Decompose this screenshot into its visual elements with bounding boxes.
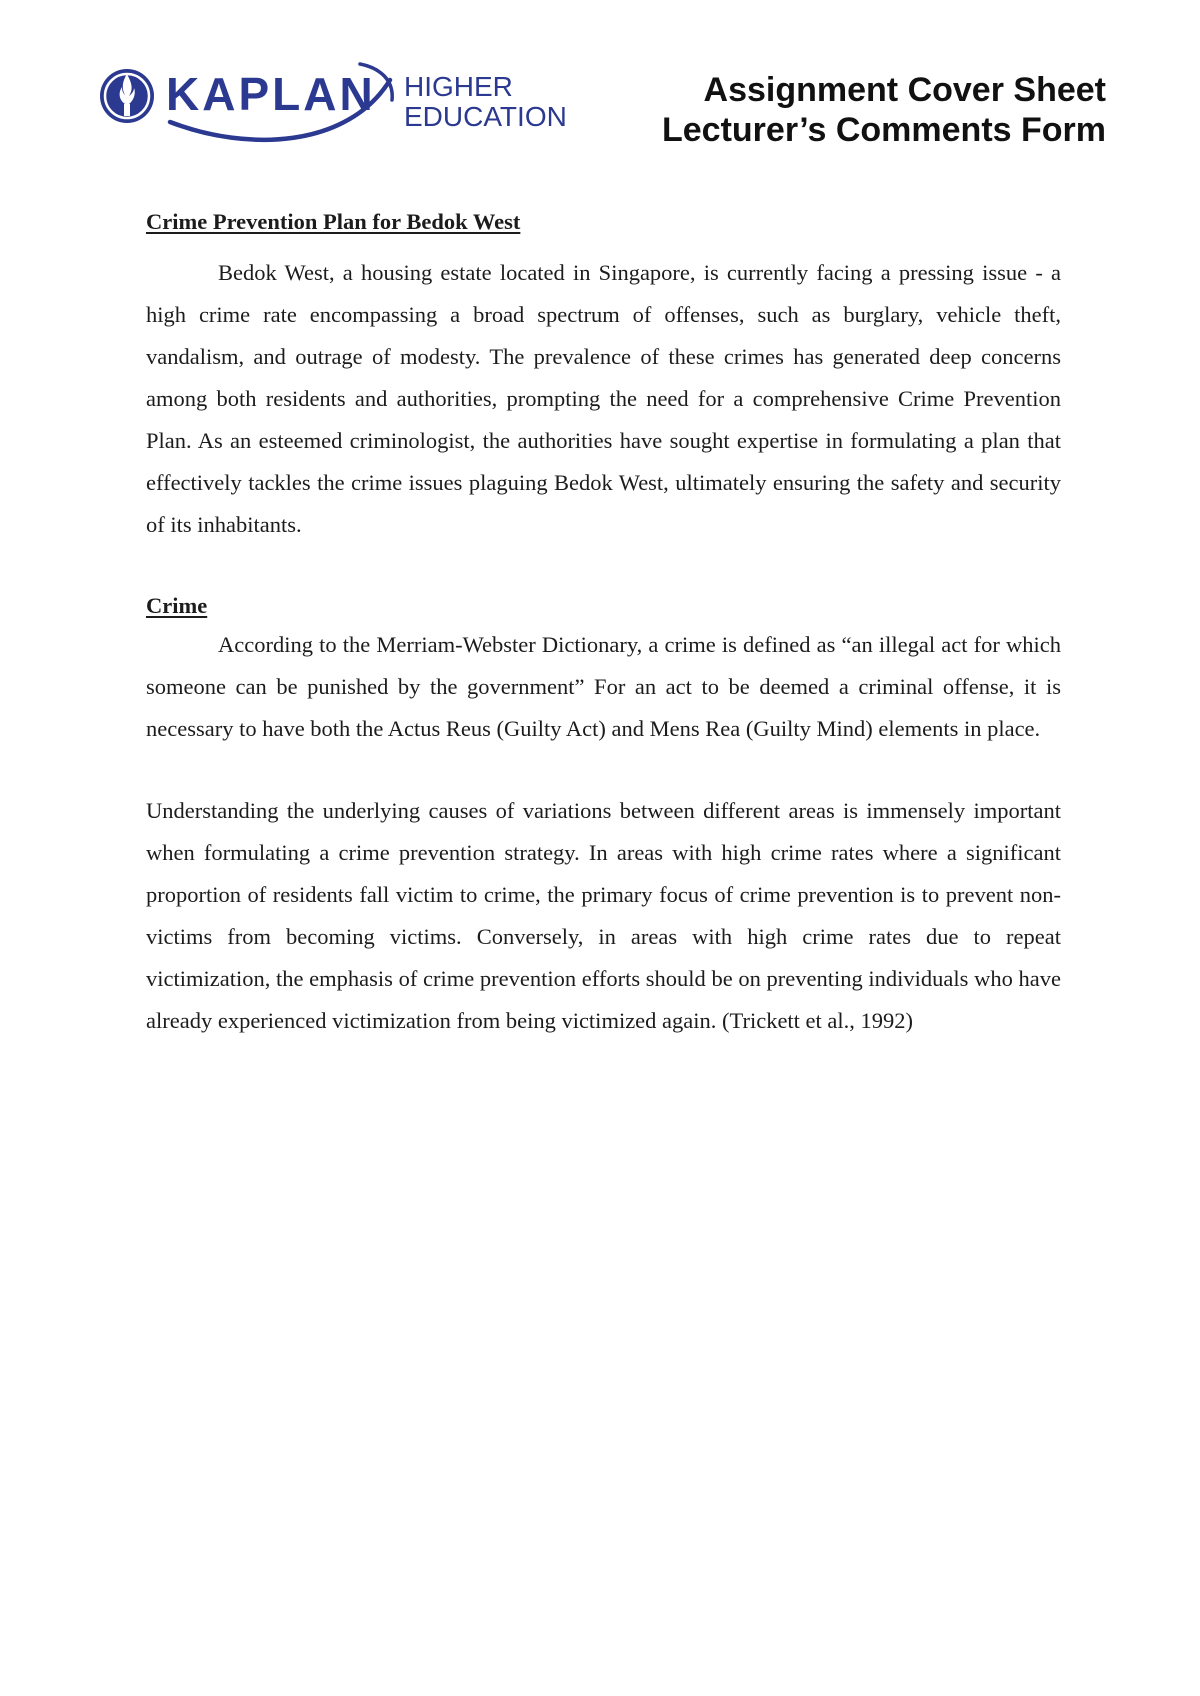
section-heading-crime: Crime [146, 593, 208, 618]
header-title-line-1: Assignment Cover Sheet [703, 71, 1106, 109]
logo-line-higher: HIGHER [404, 71, 513, 102]
document-title: Crime Prevention Plan for Bedok West [146, 209, 521, 234]
logo-brand: KAPLAN [166, 68, 376, 120]
logo-line-education: EDUCATION [404, 101, 567, 132]
spacer [146, 750, 1061, 790]
header-title-line-2: Lecturer’s Comments Form [662, 111, 1106, 149]
document-body [146, 204, 1061, 1042]
header-title [662, 70, 1106, 150]
crime-prevention-paragraph: Understanding the underlying causes of variations between different areas is immensely important when formulating a crime prevention strategy. In areas with high crime rates where a significant proportion of residents fall victim to crime, the primary focus of crime prevention is to prevent non-victims from becoming victims. Conversely, in areas with high crime rates due to repeat victimization, the emphasis of crime prevention efforts should be on preventing individuals who have already experienced victimization from being victimized again. (Trickett et al., 1992) [146, 798, 1061, 1033]
logo-graphic [98, 60, 578, 160]
torch-icon [100, 69, 154, 123]
crime-definition-paragraph: According to the Merriam-Webster Dictionary, a crime is defined as “an illegal act for which someone can be punished by the government” For an act to be deemed a criminal offense, it is necessary to have both the Actus Reus (Guilty Act) and Mens Rea (Guilty Mind) elements in place. [146, 632, 1061, 741]
intro-paragraph: Bedok West, a housing estate located in Singapore, is currently facing a pressing issue - a high crime rate encompassing a broad spectrum of offenses, such as burglary, vehicle theft, vandalism, and outrage of modesty. The prevalence of these crimes has generated deep concerns among both residents and authorities, prompting the need for a comprehensive Crime Prevention Plan. As an esteemed criminologist, the authorities have sought expertise in formulating a plan that effectively tackles the crime issues plaguing Bedok West, ultimately ensuring the safety and security of its inhabitants. [146, 260, 1061, 537]
kaplan-higher-education-logo [98, 60, 578, 160]
spacer [146, 546, 1061, 588]
